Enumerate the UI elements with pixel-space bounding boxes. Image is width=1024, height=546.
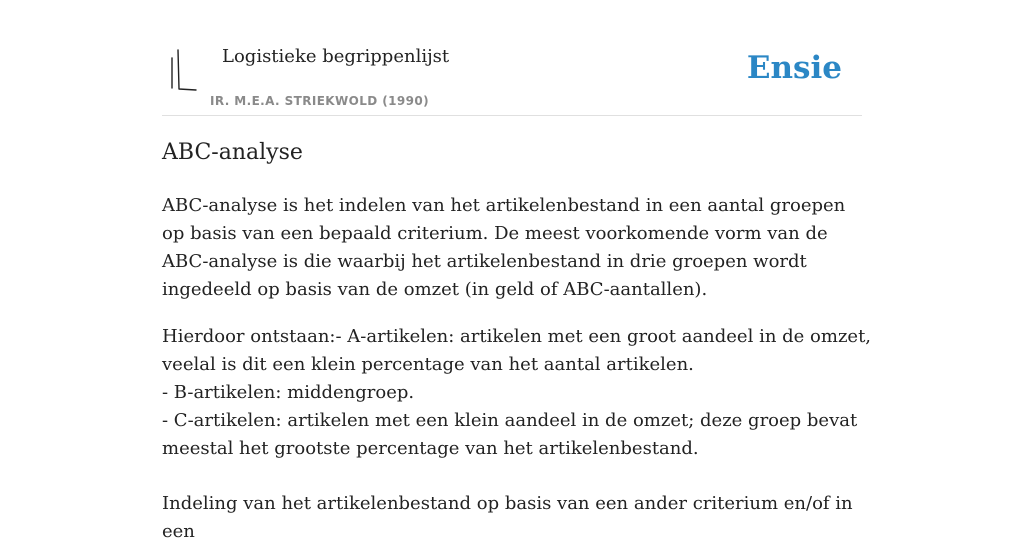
- handwritten-l-logo-icon[interactable]: [162, 44, 210, 94]
- article-body: [162, 192, 872, 546]
- page-header: [162, 40, 862, 116]
- article-line: - B-artikelen: middengroep.: [162, 382, 415, 403]
- ensie-brand-link[interactable]: Ensie: [746, 50, 842, 86]
- article-paragraph-list: [162, 323, 872, 463]
- article-paragraph: Indeling van het artikelenbestand op basis van een ander criterium en/of in een: [162, 493, 853, 542]
- article-line: veelal is dit een klein percentage van het aantal artikelen.: [162, 354, 694, 375]
- article-paragraph: ABC-analyse is het indelen van het artikelenbestand in een aantal groepen op basis van een bepaald criterium. De meest voorkomende vorm van de ABC-analyse is die waarbij het artikelenbestand in drie groepen wordt ingedeeld op basis van de omzet (in geld of ABC-aantallen).: [162, 195, 846, 300]
- article-line: Hierdoor ontstaan:- A-artikelen: artikelen met een groot aandeel in de omzet,: [162, 326, 872, 347]
- article-line: meestal het grootste percentage van het artikelenbestand.: [162, 438, 699, 459]
- book-author: IR. M.E.A. STRIEKWOLD (1990): [210, 94, 429, 108]
- article-line: - C-artikelen: artikelen met een klein aandeel in de omzet; deze groep bevat: [162, 410, 858, 431]
- term-title: ABC-analyse: [162, 140, 303, 165]
- book-title[interactable]: Logistieke begrippenlijst: [222, 46, 450, 67]
